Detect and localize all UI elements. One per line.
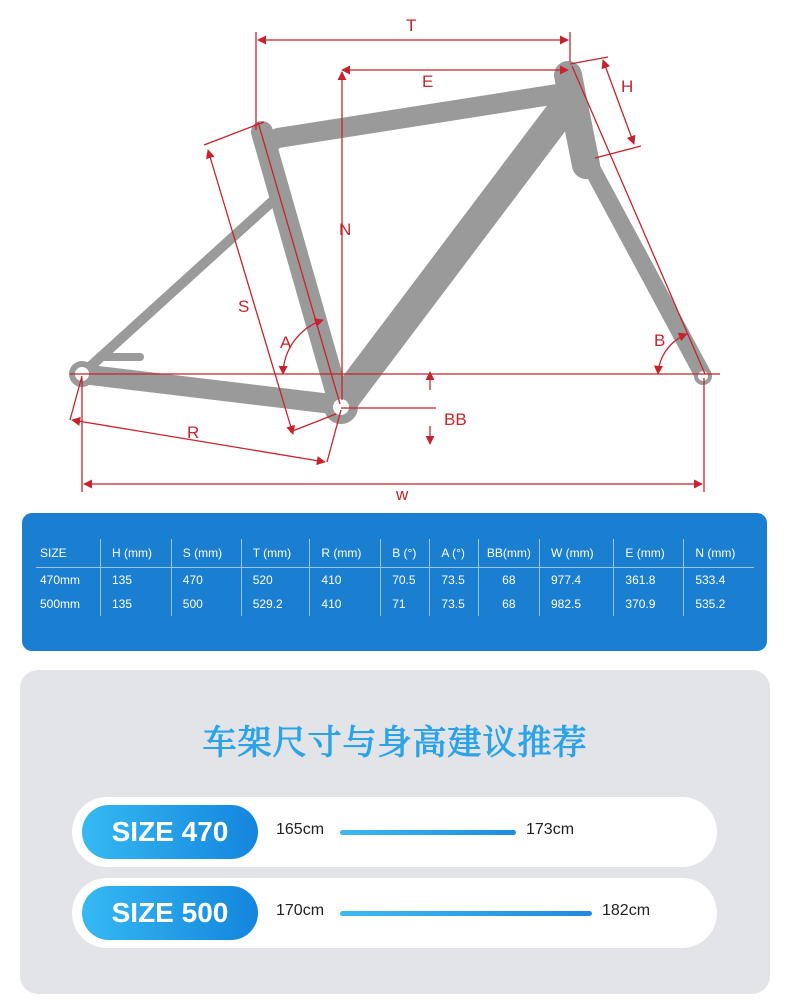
label-t: T	[406, 16, 417, 35]
size-badge: SIZE 470	[82, 805, 258, 859]
table-cell: 529.2	[241, 592, 310, 616]
header-t: T (mm)	[241, 539, 310, 568]
table-cell: 68	[478, 568, 539, 593]
header-b: B (°)	[381, 539, 430, 568]
table-cell: 500	[171, 592, 241, 616]
recommendation-title: 车架尺寸与身高建议推荐	[202, 724, 588, 762]
table-cell: 71	[381, 592, 430, 616]
table-cell: 500mm	[40, 597, 81, 611]
label-w: w	[396, 485, 409, 504]
table-header-row	[36, 539, 754, 568]
header-s: S (mm)	[171, 539, 241, 568]
header-w: W (mm)	[539, 539, 613, 568]
table-cell: 470mm	[40, 573, 81, 587]
table-cell: 370.9	[614, 592, 684, 616]
geometry-panel	[22, 513, 767, 651]
table-cell: 361.8	[614, 568, 684, 593]
min-height-label: 170cm	[276, 902, 325, 919]
table-cell: 977.4	[539, 568, 613, 593]
label-a: A	[280, 333, 292, 352]
label-s: S	[238, 297, 250, 316]
height-range-bar	[340, 911, 592, 916]
height-range-bar	[340, 830, 516, 835]
label-e: E	[422, 72, 434, 91]
header-bb: BB(mm)	[478, 539, 539, 568]
bike-frame	[82, 75, 703, 405]
table-cell: 533.4	[684, 568, 754, 593]
dimension-lines	[70, 32, 720, 492]
size-badge: SIZE 500	[82, 886, 258, 940]
table-cell: 535.2	[684, 592, 754, 616]
header-n: N (mm)	[684, 539, 754, 568]
size-row-470	[72, 797, 717, 867]
max-height-label: 182cm	[602, 902, 651, 919]
table-row	[36, 592, 754, 616]
max-height-label: 173cm	[526, 821, 575, 838]
label-h: H	[621, 77, 634, 96]
size-row-500	[72, 878, 717, 948]
label-r: R	[187, 423, 200, 442]
table-cell: 410	[310, 568, 381, 593]
table-cell: 410	[310, 592, 381, 616]
table-cell: 68	[478, 592, 539, 616]
header-h: H (mm)	[101, 539, 172, 568]
table-cell: 982.5	[539, 592, 613, 616]
table-cell: 470	[171, 568, 241, 593]
header-size: SIZE	[36, 539, 101, 568]
size-recommendation-panel	[20, 670, 770, 994]
table-cell: 135	[101, 592, 172, 616]
table-cell: 135	[101, 568, 172, 593]
label-bb: BB	[444, 410, 467, 429]
min-height-label: 165cm	[276, 821, 325, 838]
table-cell: 73.5	[430, 568, 478, 593]
table-cell: 520	[241, 568, 310, 593]
label-b: B	[654, 331, 666, 350]
geometry-table	[36, 539, 754, 616]
label-n: N	[339, 220, 352, 239]
table-row	[36, 568, 754, 593]
table-cell: 70.5	[381, 568, 430, 593]
header-a: A (°)	[430, 539, 478, 568]
header-e: E (mm)	[614, 539, 684, 568]
header-r: R (mm)	[310, 539, 381, 568]
table-cell: 73.5	[430, 592, 478, 616]
